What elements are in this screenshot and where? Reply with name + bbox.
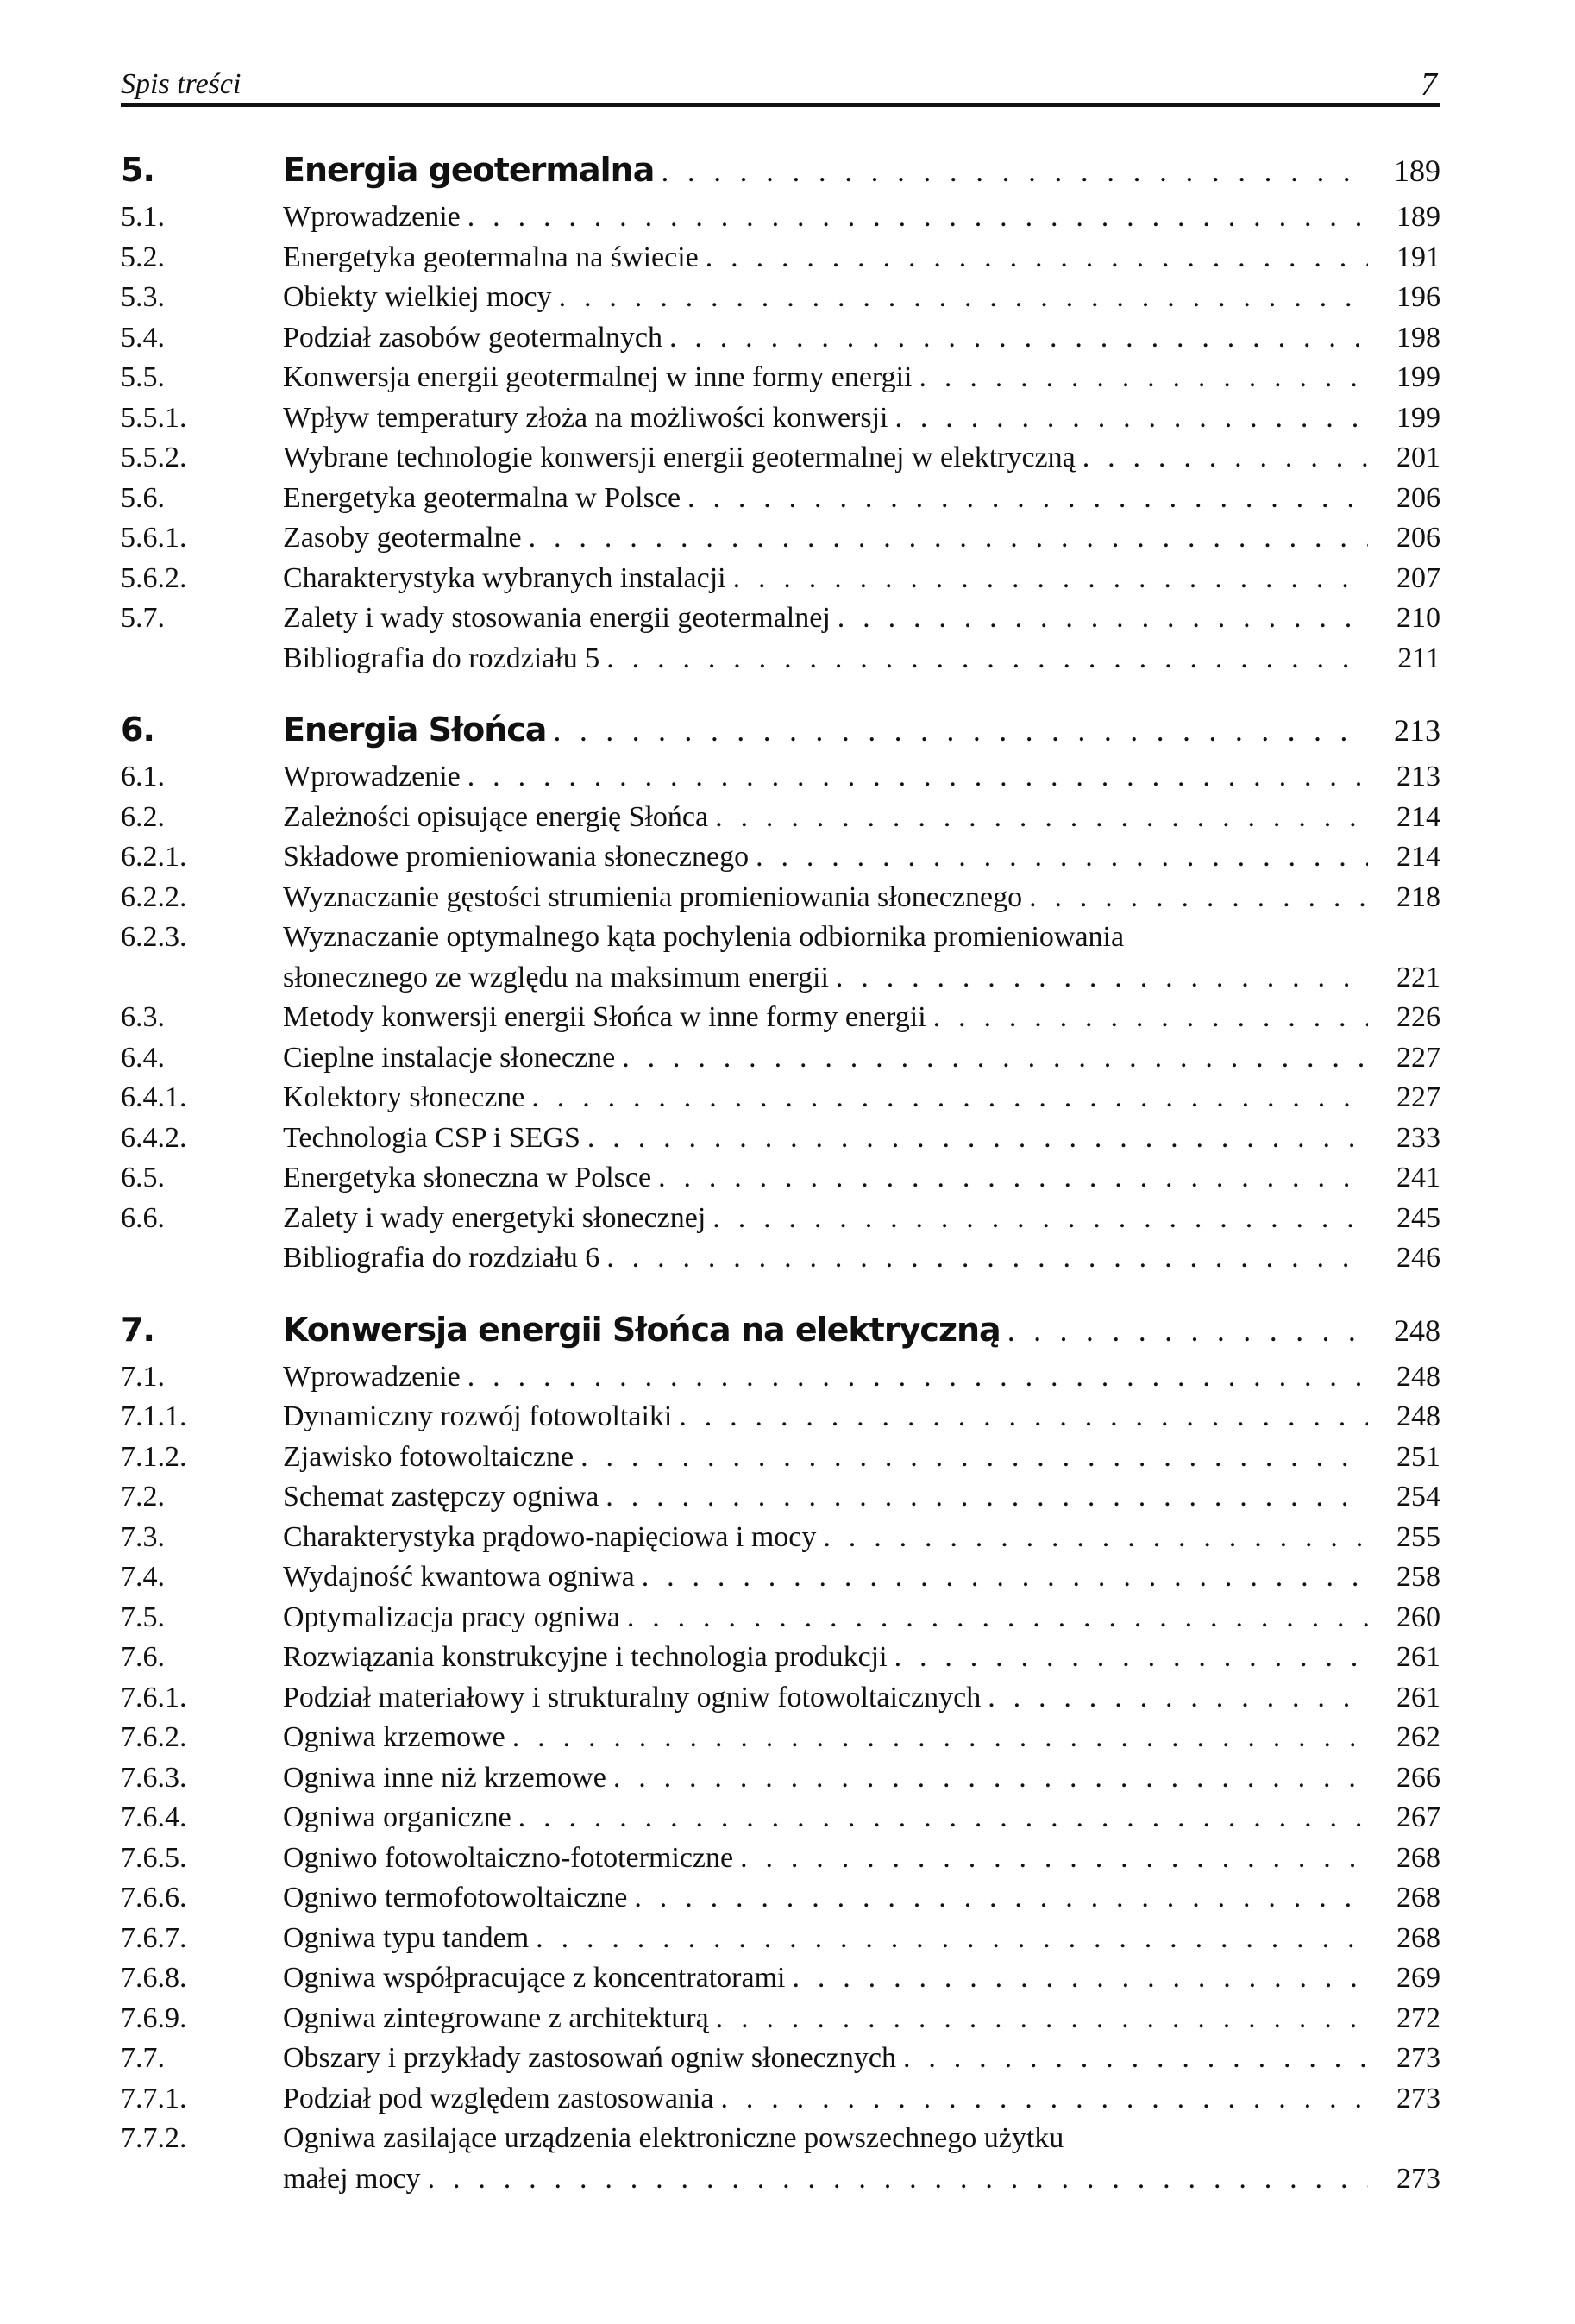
toc-entry[interactable]: [121, 757, 1440, 798]
page-number: 7: [1421, 66, 1437, 103]
toc-entry[interactable]: [121, 318, 1440, 359]
entry-number: 7.6.1.: [121, 1681, 187, 1713]
dot-leader: [715, 798, 1368, 838]
dot-leader: [518, 1798, 1368, 1839]
entry-number: 7.6.7.: [121, 1921, 187, 1954]
entry-title-wrap: [283, 1357, 1368, 1398]
entry-title-wrap: [283, 1999, 1368, 2039]
entry-page-number: 196: [1396, 281, 1440, 313]
entry-title: Optymalizacja pracy ogniwa: [283, 1600, 620, 1633]
entry-title: Energetyka słoneczna w Polsce: [283, 1162, 652, 1193]
toc-entry[interactable]: [121, 2079, 1440, 2120]
dot-leader: [903, 2039, 1368, 2079]
entry-title: Energia geotermalna: [283, 151, 655, 189]
entry-title-wrap: [283, 705, 1368, 755]
entry-title-wrap: [283, 1798, 1368, 1839]
toc-entry[interactable]: [121, 1598, 1440, 1638]
entry-page-number: 258: [1396, 1561, 1440, 1593]
toc-entry[interactable]: [121, 559, 1440, 599]
entry-number: 7.4.: [121, 1561, 165, 1593]
entry-number: 6.4.1.: [121, 1081, 187, 1113]
dot-leader: [1029, 878, 1368, 918]
entry-page-number: 211: [1397, 642, 1440, 674]
entry-page-number: 255: [1396, 1520, 1440, 1553]
entry-title: Wprowadzenie: [283, 761, 461, 792]
toc-entry[interactable]: [121, 518, 1440, 559]
entry-title-wrap: [283, 1238, 1368, 1279]
entry-number: 5.6.2.: [121, 561, 187, 594]
entry-title-wrap: [283, 358, 1368, 398]
entry-number: 6.5.: [121, 1162, 165, 1193]
entry-page-number: 199: [1396, 361, 1440, 393]
running-header: [121, 62, 1440, 107]
dot-leader: [1007, 1306, 1368, 1356]
entry-title-wrap: [283, 197, 1368, 238]
entry-number: 7.6.5.: [121, 1841, 187, 1874]
toc-entry[interactable]: [121, 1518, 1440, 1558]
dot-leader: [553, 705, 1368, 755]
entry-number: 5.3.: [121, 281, 165, 313]
entry-number: 7.6.4.: [121, 1801, 187, 1833]
toc-entry[interactable]: [121, 1798, 1440, 1839]
entry-title: Konwersja energii Słońca na elektryczną: [283, 1310, 1001, 1349]
entry-title-wrap: [283, 1078, 1368, 1118]
entry-number: 7.6.9.: [121, 2001, 187, 2034]
toc-entry[interactable]: [121, 1999, 1440, 2039]
entry-page-number: 233: [1396, 1121, 1440, 1154]
entry-title-wrap: [283, 998, 1368, 1038]
dot-leader: [1082, 438, 1368, 479]
entry-title: Zjawisko fotowoltaiczne: [283, 1440, 574, 1473]
chapter-block: [121, 1305, 1440, 2200]
entry-page-number: 273: [1396, 2162, 1440, 2195]
dot-leader: [606, 639, 1368, 680]
toc-entry[interactable]: [121, 1678, 1440, 1719]
entry-number: 7.6.2.: [121, 1721, 187, 1753]
entry-page-number: 266: [1396, 1761, 1440, 1794]
toc-entry[interactable]: [121, 878, 1440, 918]
entry-title: Podział pod względem zastosowania: [283, 2082, 714, 2114]
entry-page-number: 199: [1396, 401, 1440, 434]
entry-number: 7.1.2.: [121, 1440, 187, 1473]
entry-title: Dynamiczny rozwój fotowoltaiki: [283, 1400, 673, 1432]
entry-title-wrap: [283, 639, 1368, 680]
entry-title: Wyznaczanie optymalnego kąta pochylenia odbiornika promieniowania: [283, 921, 1125, 953]
dot-leader: [687, 479, 1368, 519]
dot-leader: [716, 1999, 1368, 2039]
entry-title: Podział materiałowy i strukturalny ogniw fotowoltaicznych: [283, 1681, 982, 1713]
entry-title-wrap: [283, 1518, 1368, 1558]
entry-title-wrap: [283, 318, 1368, 359]
entry-title-wrap: [283, 798, 1368, 838]
dot-leader: [669, 318, 1368, 359]
entry-page-number: 254: [1396, 1481, 1440, 1513]
entry-title: Obszary i przykłady zastosowań ogniw słonecznych: [283, 2042, 896, 2074]
entry-number: 5.7.: [121, 602, 165, 634]
entry-number: 5.6.: [121, 481, 165, 514]
dot-leader: [587, 1118, 1368, 1159]
entry-page-number: 267: [1396, 1801, 1440, 1833]
entry-title: małej mocy: [283, 2162, 421, 2195]
entry-number: 5.: [121, 151, 154, 189]
toc-entry[interactable]: [121, 1438, 1440, 1478]
entry-page-number: 206: [1396, 522, 1440, 554]
entry-number: 5.5.1.: [121, 401, 187, 434]
entry-page-number: 272: [1396, 2001, 1440, 2034]
entry-number: 7.: [121, 1310, 154, 1349]
entry-page-number: 189: [1394, 153, 1440, 188]
toc-entry[interactable]: [121, 998, 1440, 1038]
entry-page-number: 227: [1396, 1081, 1440, 1113]
dot-leader: [838, 598, 1368, 639]
entry-title: Ogniwa inne niż krzemowe: [283, 1761, 606, 1794]
entry-page-number: 268: [1396, 1841, 1440, 1874]
toc-entry[interactable]: [121, 479, 1440, 519]
entry-number: 7.5.: [121, 1600, 165, 1633]
dot-leader: [720, 2079, 1368, 2120]
toc-entry[interactable]: [121, 1758, 1440, 1799]
toc-entry[interactable]: [121, 598, 1440, 639]
entry-title: Ogniwa zintegrowane z architekturą: [283, 2001, 709, 2034]
toc-entry[interactable]: [121, 358, 1440, 398]
entry-number: 7.6.3.: [121, 1761, 187, 1794]
chapter-block: [121, 705, 1440, 1279]
entry-page-number: 207: [1396, 561, 1440, 594]
entry-title: Składowe promieniowania słonecznego: [283, 841, 750, 873]
entry-page-number: 241: [1396, 1162, 1440, 1193]
entry-title: Rozwiązania konstrukcyjne i technologia produkcji: [283, 1641, 888, 1673]
toc-entry[interactable]: [121, 2039, 1440, 2079]
entry-number: 7.3.: [121, 1520, 165, 1553]
entry-title: Energetyka geotermalna na świecie: [283, 241, 699, 273]
entry-number: 7.2.: [121, 1481, 165, 1513]
toc-entry[interactable]: [121, 837, 1440, 878]
dot-leader: [706, 238, 1368, 279]
entry-number: 7.6.8.: [121, 1962, 187, 1994]
toc-entry[interactable]: [121, 197, 1440, 238]
entry-title-wrap: [283, 1557, 1368, 1598]
entry-page-number: 227: [1396, 1041, 1440, 1074]
entry-page-number: 251: [1396, 1440, 1440, 1473]
entry-title-wrap: [283, 559, 1368, 599]
entry-title-wrap: [283, 1038, 1368, 1079]
entry-title-wrap: [283, 1305, 1368, 1356]
entry-title-wrap: [283, 958, 1368, 999]
toc-entry[interactable]: [121, 1158, 1440, 1199]
dot-leader: [467, 197, 1368, 238]
toc-entry[interactable]: [121, 238, 1440, 279]
table-of-contents: [121, 145, 1440, 2225]
entry-page-number: 269: [1396, 1962, 1440, 1994]
entry-title-wrap: [283, 2079, 1368, 2120]
entry-title: Ogniwo termofotowoltaiczne: [283, 1882, 628, 1914]
dot-leader: [627, 1598, 1368, 1638]
entry-title: Bibliografia do rozdziału 5: [283, 642, 600, 674]
entry-title: Wydajność kwantowa ogniwa: [283, 1561, 635, 1593]
entry-number: 5.2.: [121, 241, 165, 273]
entry-title: Zalety i wady stosowania energii geotermalnej: [283, 602, 831, 634]
entry-title: Zasoby geotermalne: [283, 522, 522, 554]
entry-title-wrap: [283, 518, 1368, 559]
dot-leader: [712, 1199, 1368, 1239]
entry-title: Zalety i wady energetyki słonecznej: [283, 1201, 706, 1234]
entry-page-number: 213: [1396, 761, 1440, 792]
entry-page-number: 210: [1396, 602, 1440, 634]
entry-title-wrap: [283, 1199, 1368, 1239]
entry-page-number: 268: [1396, 1921, 1440, 1954]
dot-leader: [622, 1038, 1368, 1079]
entry-number: 7.7.1.: [121, 2082, 187, 2114]
toc-entry[interactable]: [121, 1238, 1440, 1279]
entry-page-number: 213: [1394, 713, 1440, 748]
toc-entry[interactable]: [121, 1958, 1440, 1999]
entry-title-wrap: [283, 1718, 1368, 1758]
toc-entry[interactable]: [121, 398, 1440, 439]
entry-page-number: 273: [1396, 2042, 1440, 2074]
entry-number: 6.3.: [121, 1001, 165, 1033]
chapter-block: [121, 145, 1440, 679]
toc-entry[interactable]: [121, 1878, 1440, 1919]
entry-number: 5.6.1.: [121, 522, 187, 554]
entry-title: Metody konwersji energii Słońca w inne formy energii: [283, 1001, 926, 1033]
entry-title-wrap: [283, 1839, 1368, 1879]
entry-title: Ogniwa typu tandem: [283, 1921, 530, 1954]
entry-page-number: 226: [1396, 1001, 1440, 1033]
dot-leader: [679, 1397, 1368, 1438]
entry-page-number: 248: [1396, 1360, 1440, 1393]
entry-page-number: 201: [1396, 442, 1440, 473]
entry-page-number: 261: [1396, 1641, 1440, 1673]
entry-title-wrap: [283, 878, 1368, 918]
entry-title-wrap: [283, 757, 1368, 798]
dot-leader: [467, 1357, 1368, 1398]
entry-title: Charakterystyka wybranych instalacji: [283, 561, 726, 594]
toc-entry[interactable]: [121, 1078, 1440, 1118]
toc-entry[interactable]: [121, 278, 1440, 318]
entry-number: 5.5.2.: [121, 442, 187, 473]
entry-title-wrap: [283, 1878, 1368, 1919]
toc-entry[interactable]: [121, 1839, 1440, 1879]
entry-number: 7.7.: [121, 2042, 165, 2074]
entry-title-wrap: [283, 145, 1368, 196]
dot-leader: [467, 757, 1368, 798]
dot-leader: [606, 1477, 1368, 1518]
entry-page-number: 262: [1396, 1721, 1440, 1753]
entry-page-number: 268: [1396, 1882, 1440, 1914]
toc-entry[interactable]: [121, 798, 1440, 838]
dot-leader: [895, 398, 1369, 439]
entry-page-number: 214: [1396, 800, 1440, 833]
toc-entry[interactable]: [121, 1477, 1440, 1518]
entry-title: Charakterystyka prądowo-napięciowa i mocy: [283, 1520, 817, 1553]
dot-leader: [529, 518, 1368, 559]
entry-title-wrap: [283, 598, 1368, 639]
toc-entry[interactable]: [121, 1199, 1440, 1239]
entry-number: 6.6.: [121, 1201, 165, 1234]
entry-number: 7.6.: [121, 1641, 165, 1673]
entry-title-wrap: [283, 1598, 1368, 1638]
entry-title-wrap: [283, 2119, 1368, 2159]
entry-title: Energia Słońca: [283, 711, 547, 749]
entry-title-wrap: [283, 2039, 1368, 2079]
entry-title-wrap: [283, 278, 1368, 318]
entry-page-number: 221: [1396, 961, 1440, 993]
entry-number: 6.: [121, 711, 154, 749]
toc-entry[interactable]: [121, 1718, 1440, 1758]
entry-number: 5.5.: [121, 361, 165, 393]
entry-title-wrap: [283, 918, 1368, 958]
entry-number: 5.1.: [121, 201, 165, 233]
dot-leader: [733, 559, 1368, 599]
entry-page-number: 248: [1396, 1400, 1440, 1432]
toc-entry-continuation[interactable]: [121, 2159, 1440, 2200]
dot-leader: [823, 1518, 1368, 1558]
entry-title: Konwersja energii geotermalnej w inne formy energii: [283, 361, 913, 393]
toc-entry[interactable]: [121, 639, 1440, 680]
entry-title-wrap: [283, 837, 1368, 878]
entry-number: 6.2.3.: [121, 921, 187, 953]
entry-title-wrap: [283, 2159, 1368, 2200]
entry-title-wrap: [283, 438, 1368, 479]
entry-number: 5.4.: [121, 321, 165, 354]
entry-page-number: 214: [1396, 841, 1440, 873]
dot-leader: [531, 1078, 1368, 1118]
entry-title: Wprowadzenie: [283, 1360, 461, 1393]
entry-title: Zależności opisujące energię Słońca: [283, 800, 709, 833]
section-title: Spis treści: [121, 68, 242, 100]
toc-entry[interactable]: [121, 2119, 1440, 2159]
entry-title-wrap: [283, 1958, 1368, 1999]
entry-number: 7.1.: [121, 1360, 165, 1393]
toc-entry[interactable]: [121, 438, 1440, 479]
entry-title: Ogniwa zasilające urządzenia elektroniczne powszechnego użytku: [283, 2122, 1064, 2154]
entry-title-wrap: [283, 1758, 1368, 1799]
entry-title: słonecznego ze względu na maksimum energii: [283, 961, 829, 993]
toc-entry-continuation[interactable]: [121, 958, 1440, 999]
dot-leader: [988, 1678, 1368, 1719]
dot-leader: [740, 1839, 1368, 1879]
dot-leader: [580, 1438, 1368, 1478]
entry-title-wrap: [283, 1477, 1368, 1518]
dot-leader: [642, 1557, 1368, 1598]
entry-page-number: 248: [1394, 1312, 1440, 1348]
entry-number: 7.7.2.: [121, 2122, 187, 2154]
entry-title: Technologia CSP i SEGS: [283, 1121, 580, 1154]
dot-leader: [658, 1158, 1368, 1199]
entry-title: Wybrane technologie konwersji energii geotermalnej w elektryczną: [283, 442, 1076, 473]
toc-entry[interactable]: [121, 1397, 1440, 1438]
entry-title-wrap: [283, 1919, 1368, 1959]
entry-title: Bibliografia do rozdziału 6: [283, 1242, 600, 1274]
dot-leader: [919, 358, 1368, 398]
entry-title: Podział zasobów geotermalnych: [283, 321, 662, 354]
entry-number: 6.4.2.: [121, 1121, 187, 1154]
entry-number: 6.2.: [121, 800, 165, 833]
entry-page-number: 198: [1396, 321, 1440, 354]
entry-title: Energetyka geotermalna w Polsce: [283, 481, 681, 514]
toc-entry[interactable]: [121, 1038, 1440, 1079]
dot-leader: [428, 2159, 1368, 2200]
entry-page-number: 206: [1396, 481, 1440, 514]
entry-title-wrap: [283, 398, 1368, 439]
toc-entry[interactable]: [121, 1118, 1440, 1159]
entry-number: 6.1.: [121, 761, 165, 792]
dot-leader: [606, 1238, 1368, 1279]
entry-title-wrap: [283, 479, 1368, 519]
entry-page-number: 261: [1396, 1681, 1440, 1713]
entry-page-number: 260: [1396, 1600, 1440, 1633]
dot-leader: [536, 1919, 1368, 1959]
toc-entry[interactable]: [121, 918, 1440, 958]
entry-title-wrap: [283, 1118, 1368, 1159]
entry-title: Ogniwa organiczne: [283, 1801, 511, 1833]
entry-title: Wyznaczanie gęstości strumienia promieniowania słonecznego: [283, 880, 1023, 913]
entry-number: 6.2.1.: [121, 841, 187, 873]
dot-leader: [559, 278, 1368, 318]
chapter-heading[interactable]: [121, 705, 1440, 755]
entry-title-wrap: [283, 1397, 1368, 1438]
entry-title: Cieplne instalacje słoneczne: [283, 1041, 616, 1074]
entry-title-wrap: [283, 1158, 1368, 1199]
entry-title: Obiekty wielkiej mocy: [283, 281, 552, 313]
entry-number: 7.1.1.: [121, 1400, 187, 1432]
dot-leader: [613, 1758, 1368, 1799]
entry-page-number: 189: [1396, 201, 1440, 233]
toc-entry[interactable]: [121, 1357, 1440, 1398]
entry-title-wrap: [283, 1638, 1368, 1678]
entry-page-number: 191: [1396, 241, 1440, 273]
entry-title-wrap: [283, 238, 1368, 279]
entry-title-wrap: [283, 1438, 1368, 1478]
dot-leader: [512, 1718, 1368, 1758]
entry-title: Wpływ temperatury złoża na możliwości konwersji: [283, 401, 888, 434]
toc-entry[interactable]: [121, 1557, 1440, 1598]
entry-page-number: 273: [1396, 2082, 1440, 2114]
entry-title: Wprowadzenie: [283, 201, 461, 233]
entry-page-number: 218: [1396, 880, 1440, 913]
chapter-heading[interactable]: [121, 145, 1440, 196]
dot-leader: [634, 1878, 1368, 1919]
toc-entry[interactable]: [121, 1919, 1440, 1959]
entry-page-number: 246: [1396, 1242, 1440, 1274]
dot-leader: [661, 146, 1368, 196]
entry-number: 7.6.6.: [121, 1882, 187, 1914]
entry-title-wrap: [283, 1678, 1368, 1719]
entry-title: Kolektory słoneczne: [283, 1081, 525, 1113]
dot-leader: [756, 837, 1368, 878]
chapter-heading[interactable]: [121, 1305, 1440, 1356]
entry-number: 6.2.2.: [121, 880, 187, 913]
toc-entry[interactable]: [121, 1638, 1440, 1678]
entry-title: Ogniwo fotowoltaiczno-fototermiczne: [283, 1841, 734, 1874]
dot-leader: [792, 1958, 1368, 1999]
entry-title: Ogniwa współpracujące z koncentratorami: [283, 1962, 786, 1994]
dot-leader: [836, 958, 1368, 999]
dot-leader: [933, 998, 1368, 1038]
entry-title: Schemat zastępczy ogniwa: [283, 1481, 599, 1513]
dot-leader: [894, 1638, 1368, 1678]
entry-number: 6.4.: [121, 1041, 165, 1074]
entry-title: Ogniwa krzemowe: [283, 1721, 505, 1753]
entry-page-number: 245: [1396, 1201, 1440, 1234]
